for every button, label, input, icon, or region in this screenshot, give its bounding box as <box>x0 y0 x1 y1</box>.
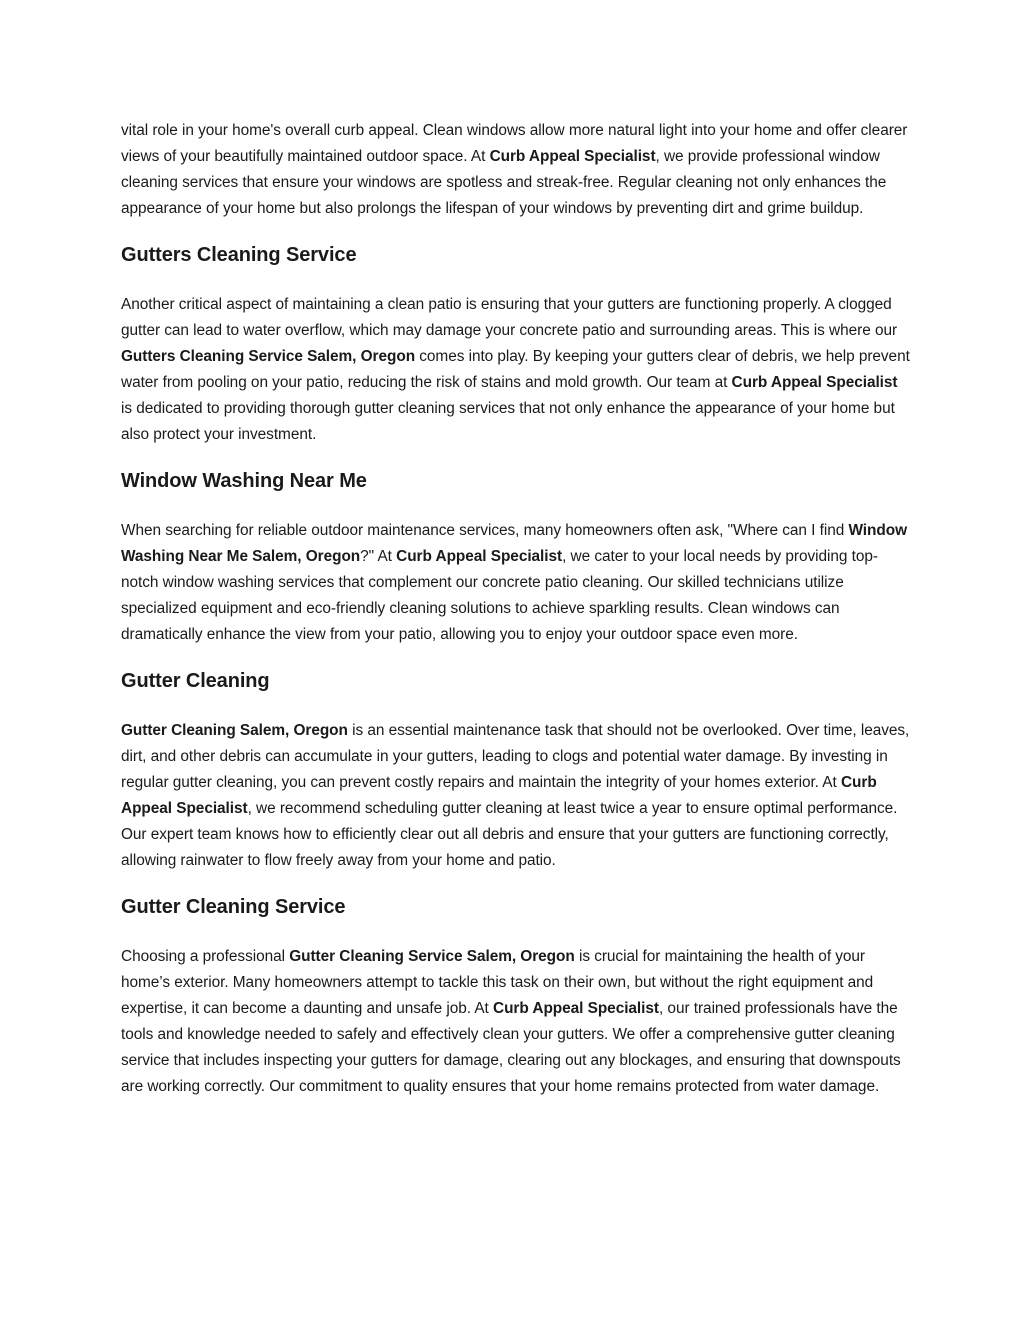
heading-gutter-cleaning: Gutter Cleaning <box>121 670 270 692</box>
business-name: Curb Appeal Specialist <box>493 1000 659 1017</box>
document-page <box>121 118 911 1100</box>
business-name: Curb Appeal Specialist <box>489 148 656 165</box>
service-keyword: Gutters Cleaning Service Salem, Oregon <box>121 348 416 365</box>
intro-paragraph: vital role in your home's overall curb appeal. Clean windows allow more natural light into your home and offer clearer views of your beautifully maintained outdoor space. At Curb Appeal Specialist, we provide professional window cleaning services that ensure your windows are spotless and streak-free. Regular cleaning not only enhances the appearance of your home but also prolongs the lifespan of your windows by preventing dirt and grime buildup. <box>121 122 908 217</box>
service-keyword: Gutter Cleaning Salem, Oregon <box>121 722 348 739</box>
gutter-cleaning-service-paragraph: Choosing a professional Gutter Cleaning Service Salem, Oregon is crucial for maintaining the health of your home’s exterior. Many homeowners attempt to tackle this task on their own, but without the right equipment and expertise, it can become a daunting and unsafe job. At Curb Appeal Specialist, our trained professionals have the tools and knowledge needed to safely and effectively clean your gutters. We offer a comprehensive gutter cleaning service that includes inspecting your gutters for damage, clearing out any blockages, and ensuring that downspouts are working correctly. Our commitment to quality ensures that your home remains protected from water damage. <box>121 948 901 1095</box>
service-keyword: Gutter Cleaning Service Salem, Oregon <box>289 948 575 965</box>
business-name: Curb Appeal Specialist <box>121 774 877 817</box>
window-washing-paragraph: When searching for reliable outdoor maintenance services, many homeowners often ask, "Where can I find Window Washing Near Me Salem, Oregon?" At Curb Appeal Specialist, we cater to your local needs by providing top-notch window washing services that complement our concrete patio cleaning. Our skilled technicians utilize specialized equipment and eco-friendly cleaning solutions to achieve sparkling results. Clean windows can dramatically enhance the view from your patio, allowing you to enjoy your outdoor space even more. <box>121 522 908 643</box>
heading-gutter-cleaning-service: Gutter Cleaning Service <box>121 896 346 918</box>
business-name: Curb Appeal Specialist <box>731 374 898 391</box>
service-keyword: Window Washing Near Me Salem, Oregon <box>121 522 908 565</box>
business-name: Curb Appeal Specialist <box>396 548 563 565</box>
gutter-cleaning-paragraph: Gutter Cleaning Salem, Oregon is an essential maintenance task that should not be overlooked. Over time, leaves, dirt, and other debris can accumulate in your gutters, leading to clogs and potential water damage. By investing in regular gutter cleaning, you can prevent costly repairs and maintain the integrity of your homes exterior. At Curb Appeal Specialist, we recommend scheduling gutter cleaning at least twice a year to ensure optimal performance. Our expert team knows how to efficiently clear out all debris and ensure that your gutters are functioning correctly, allowing rainwater to flow freely away from your home and patio. <box>121 722 910 869</box>
heading-gutters-cleaning-service: Gutters Cleaning Service <box>121 244 357 266</box>
heading-window-washing-near-me: Window Washing Near Me <box>121 470 367 492</box>
gutters-cleaning-service-paragraph: Another critical aspect of maintaining a clean patio is ensuring that your gutters are functioning properly. A clogged gutter can lead to water overflow, which may damage your concrete patio and surrounding areas. This is where our Gutters Cleaning Service Salem, Oregon comes into play. By keeping your gutters clear of debris, we help prevent water from pooling on your patio, reducing the risk of stains and mold growth. Our team at Curb Appeal Specialist is dedicated to providing thorough gutter cleaning services that not only enhance the appearance of your home but also protect your investment. <box>121 296 910 443</box>
